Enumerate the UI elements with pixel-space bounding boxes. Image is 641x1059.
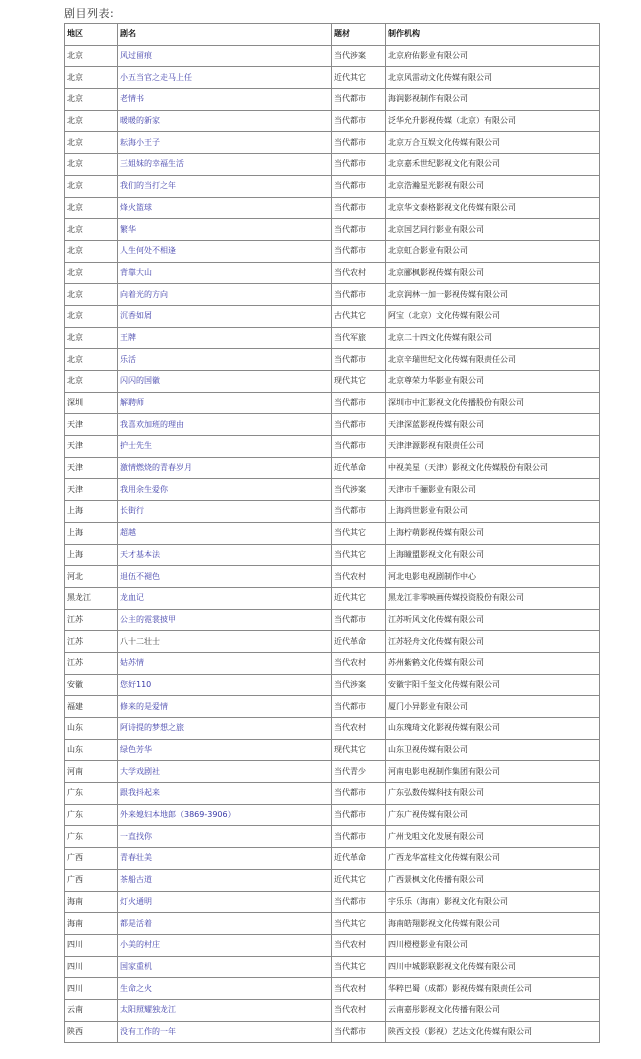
- region-cell: 江苏: [65, 631, 118, 653]
- region-cell: 北京: [65, 175, 118, 197]
- genre-cell: 当代都市: [332, 132, 386, 154]
- genre-cell: 当代农村: [332, 934, 386, 956]
- region-cell: 北京: [65, 262, 118, 284]
- title-link[interactable]: 小五当官之走马上任: [118, 67, 332, 89]
- region-cell: 安徽: [65, 674, 118, 696]
- table-row: [65, 848, 600, 870]
- region-cell: 北京: [65, 240, 118, 262]
- table-row: [65, 240, 600, 262]
- producer-cell: 广西景枫文化传播有限公司: [386, 869, 600, 891]
- title-link[interactable]: 外来媳妇本地郎（3869-3906）: [118, 804, 332, 826]
- region-cell: 海南: [65, 913, 118, 935]
- table-row: [65, 609, 600, 631]
- genre-cell: 当代青少: [332, 761, 386, 783]
- producer-cell: 北京二十四文化传媒有限公司: [386, 327, 600, 349]
- table-row: [65, 674, 600, 696]
- region-cell: 北京: [65, 305, 118, 327]
- region-cell: 陕西: [65, 1021, 118, 1043]
- table-body: [65, 45, 600, 1043]
- region-cell: 天津: [65, 436, 118, 458]
- genre-cell: 当代都市: [332, 197, 386, 219]
- genre-cell: 当代都市: [332, 89, 386, 111]
- region-cell: 上海: [65, 501, 118, 523]
- table-row: [65, 219, 600, 241]
- producer-cell: 云南嘉彤影视文化传播有限公司: [386, 999, 600, 1021]
- title-link[interactable]: 您好110: [118, 674, 332, 696]
- genre-cell: 当代其它: [332, 522, 386, 544]
- region-cell: 北京: [65, 284, 118, 306]
- producer-cell: 黑龙江非零映画传媒投资股份有限公司: [386, 587, 600, 609]
- producer-cell: 海南皓翔影视文化传媒有限公司: [386, 913, 600, 935]
- producer-cell: 四川橙橙影业有限公司: [386, 934, 600, 956]
- table-row: [65, 262, 600, 284]
- region-cell: 四川: [65, 978, 118, 1000]
- table-row: [65, 1021, 600, 1043]
- table-row: [65, 154, 600, 176]
- genre-cell: 近代革命: [332, 457, 386, 479]
- header-region: 地区: [65, 24, 118, 46]
- producer-cell: 北京嘉禾世纪影视文化有限公司: [386, 154, 600, 176]
- producer-cell: 天津市千骊影业有限公司: [386, 479, 600, 501]
- title-link[interactable]: 姑苏情: [118, 652, 332, 674]
- table-row: [65, 349, 600, 371]
- genre-cell: 当代都市: [332, 1021, 386, 1043]
- table-row: [65, 45, 600, 67]
- table-row: [65, 761, 600, 783]
- title-link[interactable]: 国家重机: [118, 956, 332, 978]
- title-link[interactable]: 绿色芳华: [118, 739, 332, 761]
- producer-cell: 宇乐乐（海南）影视文化有限公司: [386, 891, 600, 913]
- producer-cell: 北京府佑影业有限公司: [386, 45, 600, 67]
- title-link[interactable]: 老情书: [118, 89, 332, 111]
- genre-cell: 当代都市: [332, 891, 386, 913]
- title-link[interactable]: 暖暖的新家: [118, 110, 332, 132]
- genre-cell: 当代涉案: [332, 479, 386, 501]
- genre-cell: 当代农村: [332, 999, 386, 1021]
- table-row: [65, 826, 600, 848]
- title-link: 八十二壮士: [118, 631, 332, 653]
- title-link[interactable]: 茶船古道: [118, 869, 332, 891]
- region-cell: 云南: [65, 999, 118, 1021]
- region-cell: 北京: [65, 45, 118, 67]
- region-cell: 北京: [65, 67, 118, 89]
- genre-cell: 近代革命: [332, 631, 386, 653]
- table-row: [65, 739, 600, 761]
- producer-cell: 北京万合互娱文化传媒有限公司: [386, 132, 600, 154]
- genre-cell: 当代其它: [332, 913, 386, 935]
- region-cell: 海南: [65, 891, 118, 913]
- genre-cell: 现代其它: [332, 371, 386, 393]
- title-link[interactable]: 我用余生爱你: [118, 479, 332, 501]
- title-link[interactable]: 都是活着: [118, 913, 332, 935]
- title-link[interactable]: 退伍不褪色: [118, 566, 332, 588]
- region-cell: 北京: [65, 349, 118, 371]
- producer-cell: 北京华文泰格影视文化传媒有限公司: [386, 197, 600, 219]
- title-link[interactable]: 一直找你: [118, 826, 332, 848]
- title-link[interactable]: 天才基本法: [118, 544, 332, 566]
- producer-cell: 厦门小异影业有限公司: [386, 696, 600, 718]
- region-cell: 北京: [65, 154, 118, 176]
- drama-list-table: [64, 23, 600, 1043]
- table-row: [65, 479, 600, 501]
- producer-cell: 深圳市中汇影视文化传播股份有限公司: [386, 392, 600, 414]
- genre-cell: 当代其它: [332, 956, 386, 978]
- producer-cell: 广东广视传媒有限公司: [386, 804, 600, 826]
- genre-cell: 近代其它: [332, 67, 386, 89]
- table-row: [65, 934, 600, 956]
- table-row: [65, 631, 600, 653]
- genre-cell: 当代都市: [332, 436, 386, 458]
- table-row: [65, 978, 600, 1000]
- table-row: [65, 436, 600, 458]
- table-row: [65, 284, 600, 306]
- producer-cell: 广东弘数传媒科技有限公司: [386, 783, 600, 805]
- region-cell: 北京: [65, 219, 118, 241]
- table-row: [65, 89, 600, 111]
- region-cell: 深圳: [65, 392, 118, 414]
- title-link[interactable]: 大学戏剧社: [118, 761, 332, 783]
- title-link[interactable]: 龙血记: [118, 587, 332, 609]
- producer-cell: 北京辛瑞世纪文化传媒有限责任公司: [386, 349, 600, 371]
- table-row: [65, 804, 600, 826]
- region-cell: 北京: [65, 132, 118, 154]
- table-row: [65, 956, 600, 978]
- producer-cell: 上海柠萌影视传媒有限公司: [386, 522, 600, 544]
- producer-cell: 北京尊荣力华影业有限公司: [386, 371, 600, 393]
- producer-cell: 天津深蓝影视传媒有限公司: [386, 414, 600, 436]
- title-link[interactable]: 沉香如屑: [118, 305, 332, 327]
- table-row: [65, 371, 600, 393]
- genre-cell: 当代农村: [332, 262, 386, 284]
- header-title: 剧名: [118, 24, 332, 46]
- header-genre: 题材: [332, 24, 386, 46]
- region-cell: 北京: [65, 371, 118, 393]
- genre-cell: 当代都市: [332, 609, 386, 631]
- title-link[interactable]: 太阳照耀独龙江: [118, 999, 332, 1021]
- table-row: [65, 132, 600, 154]
- region-cell: 四川: [65, 934, 118, 956]
- region-cell: 北京: [65, 197, 118, 219]
- region-cell: 广东: [65, 804, 118, 826]
- region-cell: 四川: [65, 956, 118, 978]
- title-link[interactable]: 我喜欢加班的理由: [118, 414, 332, 436]
- region-cell: 河北: [65, 566, 118, 588]
- genre-cell: 当代其它: [332, 544, 386, 566]
- producer-cell: 陕西文投（影视）艺达文化传媒有限公司: [386, 1021, 600, 1043]
- table-row: [65, 869, 600, 891]
- genre-cell: 当代都市: [332, 501, 386, 523]
- region-cell: 上海: [65, 544, 118, 566]
- region-cell: 上海: [65, 522, 118, 544]
- producer-cell: 四川中城影联影视文化传媒有限公司: [386, 956, 600, 978]
- producer-cell: 河南电影电视制作集团有限公司: [386, 761, 600, 783]
- genre-cell: 当代军旅: [332, 327, 386, 349]
- title-link[interactable]: 风过留痕: [118, 45, 332, 67]
- region-cell: 北京: [65, 89, 118, 111]
- table-row: [65, 718, 600, 740]
- title-link[interactable]: 灯火通明: [118, 891, 332, 913]
- region-cell: 广东: [65, 826, 118, 848]
- producer-cell: 山东卫视传媒有限公司: [386, 739, 600, 761]
- producer-cell: 山东瑰琦文化影视传媒有限公司: [386, 718, 600, 740]
- table-row: [65, 999, 600, 1021]
- table-row: [65, 501, 600, 523]
- title-link[interactable]: 超越: [118, 522, 332, 544]
- table-row: [65, 392, 600, 414]
- table-row: [65, 175, 600, 197]
- producer-cell: 北京郦枫影视传媒有限公司: [386, 262, 600, 284]
- producer-cell: 苏州紫鹤文化传媒有限公司: [386, 652, 600, 674]
- title-link[interactable]: 跟我抖起来: [118, 783, 332, 805]
- producer-cell: 上海尚世影业有限公司: [386, 501, 600, 523]
- genre-cell: 当代都市: [332, 414, 386, 436]
- region-cell: 江苏: [65, 652, 118, 674]
- producer-cell: 北京国艺同行影业有限公司: [386, 219, 600, 241]
- title-link[interactable]: 向着光的方向: [118, 284, 332, 306]
- producer-cell: 安徽宇阳千玺文化传媒有限公司: [386, 674, 600, 696]
- table-row: [65, 891, 600, 913]
- genre-cell: 当代都市: [332, 154, 386, 176]
- producer-cell: 华粹巴蜀（成都）影视传媒有限责任公司: [386, 978, 600, 1000]
- region-cell: 河南: [65, 761, 118, 783]
- table-row: [65, 67, 600, 89]
- title-link[interactable]: 青春壮美: [118, 848, 332, 870]
- title-link[interactable]: 背靠大山: [118, 262, 332, 284]
- genre-cell: 当代都市: [332, 783, 386, 805]
- title-link[interactable]: 烽火篮球: [118, 197, 332, 219]
- title-link[interactable]: 修来的是爱情: [118, 696, 332, 718]
- title-link[interactable]: 繁华: [118, 219, 332, 241]
- title-link[interactable]: 我们的当打之年: [118, 175, 332, 197]
- table-row: [65, 696, 600, 718]
- genre-cell: 当代农村: [332, 978, 386, 1000]
- title-link[interactable]: 解聘师: [118, 392, 332, 414]
- title-link[interactable]: 阿诗提的梦想之旅: [118, 718, 332, 740]
- table-caption: 剧目列表:: [64, 7, 115, 20]
- genre-cell: 当代都市: [332, 392, 386, 414]
- region-cell: 福建: [65, 696, 118, 718]
- producer-cell: 广州戈咀文化发展有限公司: [386, 826, 600, 848]
- title-link[interactable]: 王牌: [118, 327, 332, 349]
- region-cell: 天津: [65, 479, 118, 501]
- genre-cell: 当代农村: [332, 718, 386, 740]
- producer-cell: 北京虹合影业有限公司: [386, 240, 600, 262]
- genre-cell: 近代其它: [332, 869, 386, 891]
- region-cell: 北京: [65, 327, 118, 349]
- table-row: [65, 110, 600, 132]
- producer-cell: 北京浩瀚星光影视有限公司: [386, 175, 600, 197]
- title-link[interactable]: 没有工作的一年: [118, 1021, 332, 1043]
- table-row: [65, 544, 600, 566]
- region-cell: 天津: [65, 414, 118, 436]
- table-row: [65, 197, 600, 219]
- region-cell: 北京: [65, 110, 118, 132]
- region-cell: 山东: [65, 718, 118, 740]
- header-producer: 制作机构: [386, 24, 600, 46]
- genre-cell: 当代都市: [332, 349, 386, 371]
- title-link[interactable]: 乐活: [118, 349, 332, 371]
- title-link[interactable]: 公主的霓裳披甲: [118, 609, 332, 631]
- genre-cell: 当代农村: [332, 566, 386, 588]
- producer-cell: 北京润林一加一影视传媒有限公司: [386, 284, 600, 306]
- producer-cell: 江苏听风文化传媒有限公司: [386, 609, 600, 631]
- table-row: [65, 327, 600, 349]
- genre-cell: 近代革命: [332, 848, 386, 870]
- genre-cell: 当代涉案: [332, 45, 386, 67]
- region-cell: 广西: [65, 848, 118, 870]
- title-link[interactable]: 闪闪的国徽: [118, 371, 332, 393]
- region-cell: 广西: [65, 869, 118, 891]
- title-link[interactable]: 三姐妹的幸福生活: [118, 154, 332, 176]
- genre-cell: 当代都市: [332, 110, 386, 132]
- genre-cell: 近代其它: [332, 587, 386, 609]
- table-row: [65, 587, 600, 609]
- genre-cell: 当代都市: [332, 240, 386, 262]
- region-cell: 山东: [65, 739, 118, 761]
- producer-cell: 阿宝（北京）文化传媒有限公司: [386, 305, 600, 327]
- title-link[interactable]: 护士先生: [118, 436, 332, 458]
- genre-cell: 当代都市: [332, 804, 386, 826]
- producer-cell: 江苏轻舟文化传媒有限公司: [386, 631, 600, 653]
- genre-cell: 当代都市: [332, 175, 386, 197]
- title-link[interactable]: 激情燃烧的青春岁月: [118, 457, 332, 479]
- table-header-row: [65, 24, 600, 46]
- genre-cell: 现代其它: [332, 739, 386, 761]
- region-cell: 江苏: [65, 609, 118, 631]
- genre-cell: 当代涉案: [332, 674, 386, 696]
- region-cell: 天津: [65, 457, 118, 479]
- producer-cell: 中视美星（天津）影视文化传媒股份有限公司: [386, 457, 600, 479]
- region-cell: 广东: [65, 783, 118, 805]
- genre-cell: 当代农村: [332, 652, 386, 674]
- producer-cell: 上海瞳盟影视文化有限公司: [386, 544, 600, 566]
- title-link[interactable]: 人生何处不相逢: [118, 240, 332, 262]
- table-row: [65, 783, 600, 805]
- genre-cell: 当代都市: [332, 219, 386, 241]
- genre-cell: 当代都市: [332, 696, 386, 718]
- producer-cell: 泛华允升影视传媒（北京）有限公司: [386, 110, 600, 132]
- table-row: [65, 652, 600, 674]
- producer-cell: 海润影视制作有限公司: [386, 89, 600, 111]
- table-row: [65, 913, 600, 935]
- title-link[interactable]: 小美的村庄: [118, 934, 332, 956]
- producer-cell: 北京风雷动文化传媒有限公司: [386, 67, 600, 89]
- table-row: [65, 305, 600, 327]
- region-cell: 黑龙江: [65, 587, 118, 609]
- producer-cell: 天津津源影视有限责任公司: [386, 436, 600, 458]
- table-row: [65, 457, 600, 479]
- table-row: [65, 522, 600, 544]
- genre-cell: 古代其它: [332, 305, 386, 327]
- title-link[interactable]: 长街行: [118, 501, 332, 523]
- producer-cell: 广西龙华富桂文化传媒有限公司: [386, 848, 600, 870]
- table-row: [65, 566, 600, 588]
- genre-cell: 当代都市: [332, 826, 386, 848]
- producer-cell: 河北电影电视剧制作中心: [386, 566, 600, 588]
- genre-cell: 当代都市: [332, 284, 386, 306]
- title-link[interactable]: 耘海小王子: [118, 132, 332, 154]
- table-row: [65, 414, 600, 436]
- title-link[interactable]: 生命之火: [118, 978, 332, 1000]
